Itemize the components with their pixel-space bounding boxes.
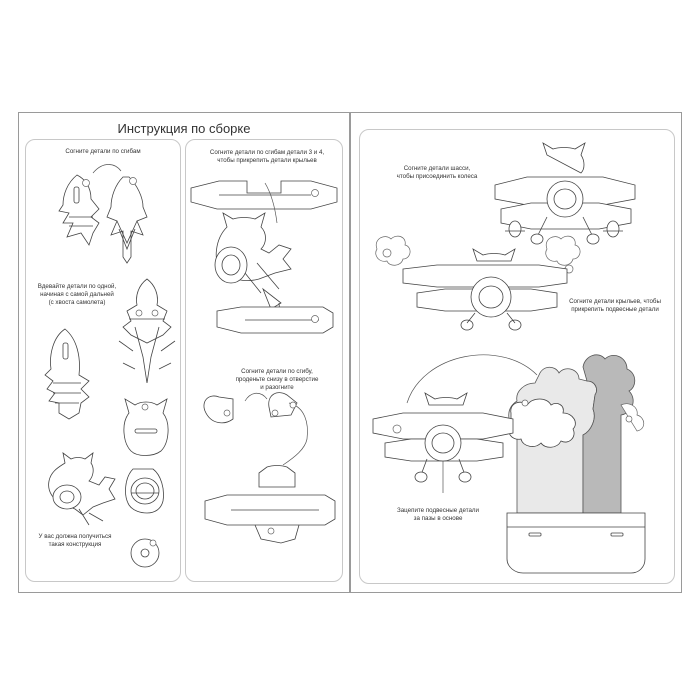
step-hook-line-2: за пазы в основе bbox=[413, 515, 463, 522]
page-title: Инструкция по сборке bbox=[117, 121, 251, 136]
step-wing-line-1: Согните детали по сгибам детали 3 и 4, bbox=[209, 149, 325, 156]
step-hook-line-1: Зацепите подвесные детали bbox=[397, 507, 479, 514]
plane-gear-illustration bbox=[495, 143, 635, 244]
fold-arrow bbox=[93, 165, 121, 174]
step-insert-line-1: Вдевайте детали по одной, bbox=[37, 283, 117, 290]
body-part-folded-illustration bbox=[107, 177, 147, 263]
step-hang-line-1: Согните детали крыльев, чтобы bbox=[569, 298, 661, 305]
step-insert-line-3: (с хвоста самолета) bbox=[48, 299, 106, 306]
step-result-line-2: такая конструкция bbox=[48, 541, 102, 548]
step-gear-line-1: Согните детали шасси, bbox=[403, 165, 471, 172]
right-instruction-page bbox=[350, 112, 682, 593]
step-fold-caption: Согните детали по сгибам bbox=[65, 148, 141, 155]
base-plate-illustration bbox=[205, 466, 335, 544]
step-tab-line-1: Согните детали по сгибу, bbox=[241, 368, 313, 375]
body-part-flat-illustration-2 bbox=[45, 329, 89, 419]
step-insert-line-2: начиная с самой дальней bbox=[40, 291, 114, 298]
step-gear-line-2: чтобы присоединить колеса bbox=[396, 173, 478, 180]
cat-body-part-illustration bbox=[124, 399, 168, 456]
step-hang-line-2: прикрепить подвесные детали bbox=[571, 306, 659, 313]
left-instruction-page bbox=[18, 112, 350, 593]
fold-tab-illustration bbox=[204, 393, 308, 465]
left-page-illustrations bbox=[19, 113, 351, 594]
body-part-flat-illustration bbox=[59, 175, 99, 245]
plane-with-base-illustration bbox=[373, 393, 513, 493]
upper-wing-illustration bbox=[191, 181, 337, 209]
plane-wings-clouds-illustration bbox=[376, 236, 580, 330]
stand-base-illustration bbox=[126, 469, 164, 567]
assembled-cat-illustration bbox=[49, 453, 115, 525]
step-tab-line-3: и разогните bbox=[260, 384, 294, 391]
lower-wing-illustration bbox=[217, 307, 333, 333]
step-result-line-1: У вас должна получиться bbox=[38, 533, 112, 540]
step-tab-line-2: проденьте снизу в отверстие bbox=[235, 376, 319, 383]
body-skeleton-illustration bbox=[119, 279, 175, 383]
right-page-illustrations bbox=[351, 113, 683, 594]
step-wing-line-2: чтобы прикрепить детали крыльев bbox=[217, 157, 317, 164]
